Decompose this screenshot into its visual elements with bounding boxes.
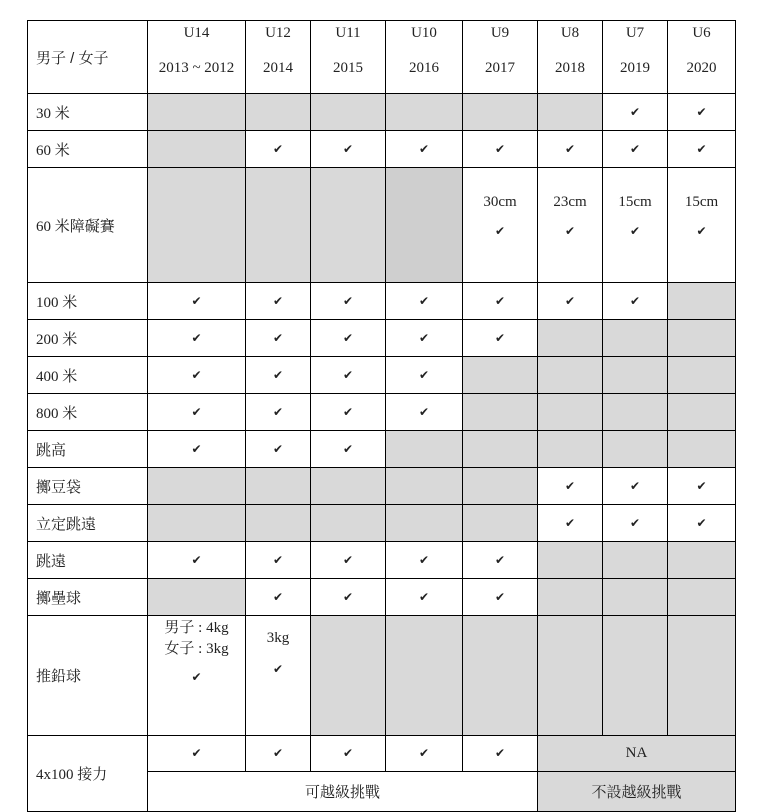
check-icon: ✔ [342,404,354,419]
cell-u6 [668,94,736,131]
event-name: 400 米 [28,357,148,394]
check-icon: ✔ [191,293,202,308]
year-label: 2019 [620,60,650,76]
cell-u11 [311,468,386,505]
cell-u12 [246,168,311,283]
event-row [28,94,736,131]
cell-u14 [148,579,246,616]
cell-u8 [538,131,603,168]
cell-u11 [311,505,386,542]
cell-u12 [246,542,311,579]
cell-u10 [386,505,463,542]
cell-u7 [603,94,668,131]
event-row [28,579,736,616]
event-row [28,394,736,431]
cell-u6 [668,357,736,394]
check-icon: ✔ [494,552,506,567]
cell-u11 [311,431,386,468]
cell-u7 [603,431,668,468]
check-icon: ✔ [191,552,202,567]
check-icon: ✔ [272,552,284,567]
check-icon: ✔ [191,746,202,760]
col-header-u11 [311,21,386,94]
hurdle-height: 30cm [483,194,517,210]
cell-u14 [148,736,246,772]
cell-u11 [311,616,386,736]
cell-u6 [668,579,736,616]
cell-u14 [148,320,246,357]
female-weight: 女子 : 3kg [164,641,229,657]
cell-u10 [386,468,463,505]
event-row [28,431,736,468]
cell-u9 [463,616,538,736]
cell-u6 [668,431,736,468]
cell-u12 [246,283,311,320]
cell-u6 [668,394,736,431]
year-label: 2016 [409,60,439,76]
cell-u14 [148,168,246,283]
event-row [28,168,736,283]
cell-u7 [603,542,668,579]
check-icon: ✔ [191,441,202,456]
check-icon: ✔ [272,746,284,760]
check-icon: ✔ [696,141,707,156]
cell-u10 [386,320,463,357]
cell-u11 [311,579,386,616]
event-name: 200 米 [28,320,148,357]
cell-u9 [463,394,538,431]
cell-u12 [246,468,311,505]
cell-u12 [246,394,311,431]
col-header-u7 [603,21,668,94]
cell-u14 [148,283,246,320]
cell-u6 [668,542,736,579]
group-label: U9 [490,25,510,41]
event-name: 推鉛球 [28,616,148,736]
check-icon: ✔ [342,141,354,156]
col-header-u12 [246,21,311,94]
cell-u11 [311,168,386,283]
cell-u6 [668,131,736,168]
cell-u7 [603,357,668,394]
check-icon: ✔ [564,293,576,308]
cell-u10 [386,579,463,616]
cell-u7 [603,320,668,357]
cell-u14 [148,131,246,168]
cell-u9 [463,168,538,283]
cell-u9 [463,542,538,579]
check-icon: ✔ [272,662,284,676]
event-row-relay [28,736,736,772]
check-icon: ✔ [629,141,641,156]
cell-u9 [463,357,538,394]
check-icon: ✔ [418,141,430,156]
cell-u7 [603,468,668,505]
cell-u14 [148,431,246,468]
cell-u12 [246,131,311,168]
header-row [28,21,736,94]
challenge-not-allowed: 不設越級挑戰 [538,772,736,812]
check-icon: ✔ [494,293,506,308]
group-label: U14 [183,25,210,41]
events-table [27,20,736,812]
cell-u10 [386,94,463,131]
cell-u14 [148,357,246,394]
check-icon: ✔ [342,441,354,456]
cell-u14 [148,468,246,505]
event-row-shot-put [28,616,736,736]
check-icon: ✔ [564,141,576,156]
check-icon: ✔ [494,141,506,156]
cell-u8 [538,283,603,320]
cell-u10 [386,168,463,283]
cell-u14 [148,616,246,736]
event-name: 擲壘球 [28,579,148,616]
cell-u6 [668,468,736,505]
check-icon: ✔ [418,589,430,604]
cell-u8 [538,394,603,431]
check-icon: ✔ [272,367,284,382]
check-icon: ✔ [418,552,430,567]
check-icon: ✔ [342,589,354,604]
cell-u11 [311,736,386,772]
col-header-u6 [668,21,736,94]
cell-u10 [386,357,463,394]
cell-u7 [603,168,668,283]
cell-u9 [463,283,538,320]
cell-u12 [246,431,311,468]
check-icon: ✔ [629,478,641,493]
cell-u10 [386,283,463,320]
check-icon: ✔ [418,330,430,345]
event-row [28,320,736,357]
col-header-u10 [386,21,463,94]
check-icon: ✔ [272,441,284,456]
cell-u8 [538,505,603,542]
cell-u11 [311,394,386,431]
event-name: 100 米 [28,283,148,320]
check-icon: ✔ [696,478,707,493]
event-name: 立定跳遠 [28,505,148,542]
check-icon: ✔ [564,478,576,493]
cell-u8 [538,579,603,616]
cell-u10 [386,736,463,772]
cell-u9 [463,431,538,468]
check-icon: ✔ [272,330,284,345]
check-icon: ✔ [342,293,354,308]
cell-u7 [603,394,668,431]
event-name: 30 米 [28,94,148,131]
cell-u14 [148,394,246,431]
event-name: 800 米 [28,394,148,431]
check-icon: ✔ [342,746,354,760]
cell-u14 [148,94,246,131]
check-icon: ✔ [418,367,430,382]
check-icon: ✔ [629,224,641,238]
cell-u12 [246,616,311,736]
check-icon: ✔ [272,589,284,604]
cell-u11 [311,357,386,394]
check-icon: ✔ [191,404,202,419]
event-row [28,131,736,168]
cell-u12 [246,320,311,357]
cell-u10 [386,131,463,168]
event-name: 擲豆袋 [28,468,148,505]
event-row [28,283,736,320]
check-icon: ✔ [191,367,202,382]
event-row [28,505,736,542]
cell-u8 [538,320,603,357]
hurdle-height: 15cm [684,194,719,210]
cell-u11 [311,131,386,168]
hurdle-height: 15cm [618,194,652,210]
cell-u6 [668,505,736,542]
cell-u9 [463,736,538,772]
check-icon: ✔ [494,224,506,238]
year-label: 2020 [686,60,717,76]
group-label: U10 [411,25,437,41]
cell-u8 [538,616,603,736]
cell-u7 [603,505,668,542]
cell-u8 [538,94,603,131]
cell-u7 [603,131,668,168]
cell-u11 [311,320,386,357]
check-icon: ✔ [629,515,641,530]
check-icon: ✔ [494,330,506,345]
event-name: 4x100 接力 [28,736,148,812]
group-label: U6 [692,25,711,41]
cell-u12 [246,94,311,131]
check-icon: ✔ [494,746,506,760]
group-label: U11 [335,25,361,41]
corner-header: 男子 / 女子 [28,21,148,94]
year-label: 2013 ~ 2012 [158,60,235,76]
check-icon: ✔ [629,104,641,119]
year-label: 2015 [333,60,363,76]
group-label: U7 [625,25,645,41]
cell-u10 [386,394,463,431]
check-icon: ✔ [696,104,707,119]
cell-u9 [463,579,538,616]
cell-u8 [538,468,603,505]
cell-u9 [463,131,538,168]
hurdle-height: 23cm [553,194,587,210]
cell-u9 [463,468,538,505]
cell-u10 [386,542,463,579]
check-icon: ✔ [564,224,576,238]
cell-u7 [603,579,668,616]
cell-u12 [246,736,311,772]
year-label: 2017 [485,60,515,76]
event-name: 60 米 [28,131,148,168]
challenge-allowed: 可越級挑戰 [148,772,538,812]
cell-u14 [148,505,246,542]
cell-u6 [668,283,736,320]
check-icon: ✔ [696,515,707,530]
cell-u11 [311,283,386,320]
cell-u12 [246,579,311,616]
cell-u8 [538,357,603,394]
check-icon: ✔ [418,293,430,308]
check-icon: ✔ [494,589,506,604]
cell-u12 [246,505,311,542]
cell-u6 [668,616,736,736]
group-label: U12 [265,25,291,41]
cell-u10 [386,431,463,468]
check-icon: ✔ [564,515,576,530]
cell-u8 [538,168,603,283]
check-icon: ✔ [272,141,284,156]
cell-u8 [538,431,603,468]
check-icon: ✔ [272,293,284,308]
check-icon: ✔ [342,330,354,345]
event-name: 跳高 [28,431,148,468]
group-label: U8 [560,25,580,41]
male-weight: 男子 : 4kg [164,620,229,636]
cell-u11 [311,94,386,131]
check-icon: ✔ [342,367,354,382]
check-icon: ✔ [272,404,284,419]
weight: 3kg [266,630,290,646]
check-icon: ✔ [629,293,641,308]
cell-u8 [538,542,603,579]
event-row [28,468,736,505]
cell-u9 [463,320,538,357]
col-header-u14 [148,21,246,94]
cell-u9 [463,94,538,131]
event-name: 60 米障礙賽 [28,168,148,283]
check-icon: ✔ [418,404,430,419]
cell-u11 [311,542,386,579]
col-header-u8 [538,21,603,94]
cell-u14 [148,542,246,579]
year-label: 2018 [555,60,585,76]
year-label: 2014 [263,60,293,76]
cell-u12 [246,357,311,394]
cell-u7 [603,283,668,320]
check-icon: ✔ [191,330,202,345]
check-icon: ✔ [342,552,354,567]
event-name: 跳遠 [28,542,148,579]
cell-u10 [386,616,463,736]
check-icon: ✔ [191,670,202,684]
cell-u6 [668,320,736,357]
check-icon: ✔ [418,746,430,760]
relay-na: NA [538,736,736,772]
col-header-u9 [463,21,538,94]
event-row [28,542,736,579]
event-row [28,357,736,394]
cell-u9 [463,505,538,542]
cell-u7 [603,616,668,736]
check-icon: ✔ [696,224,707,238]
cell-u6 [668,168,736,283]
